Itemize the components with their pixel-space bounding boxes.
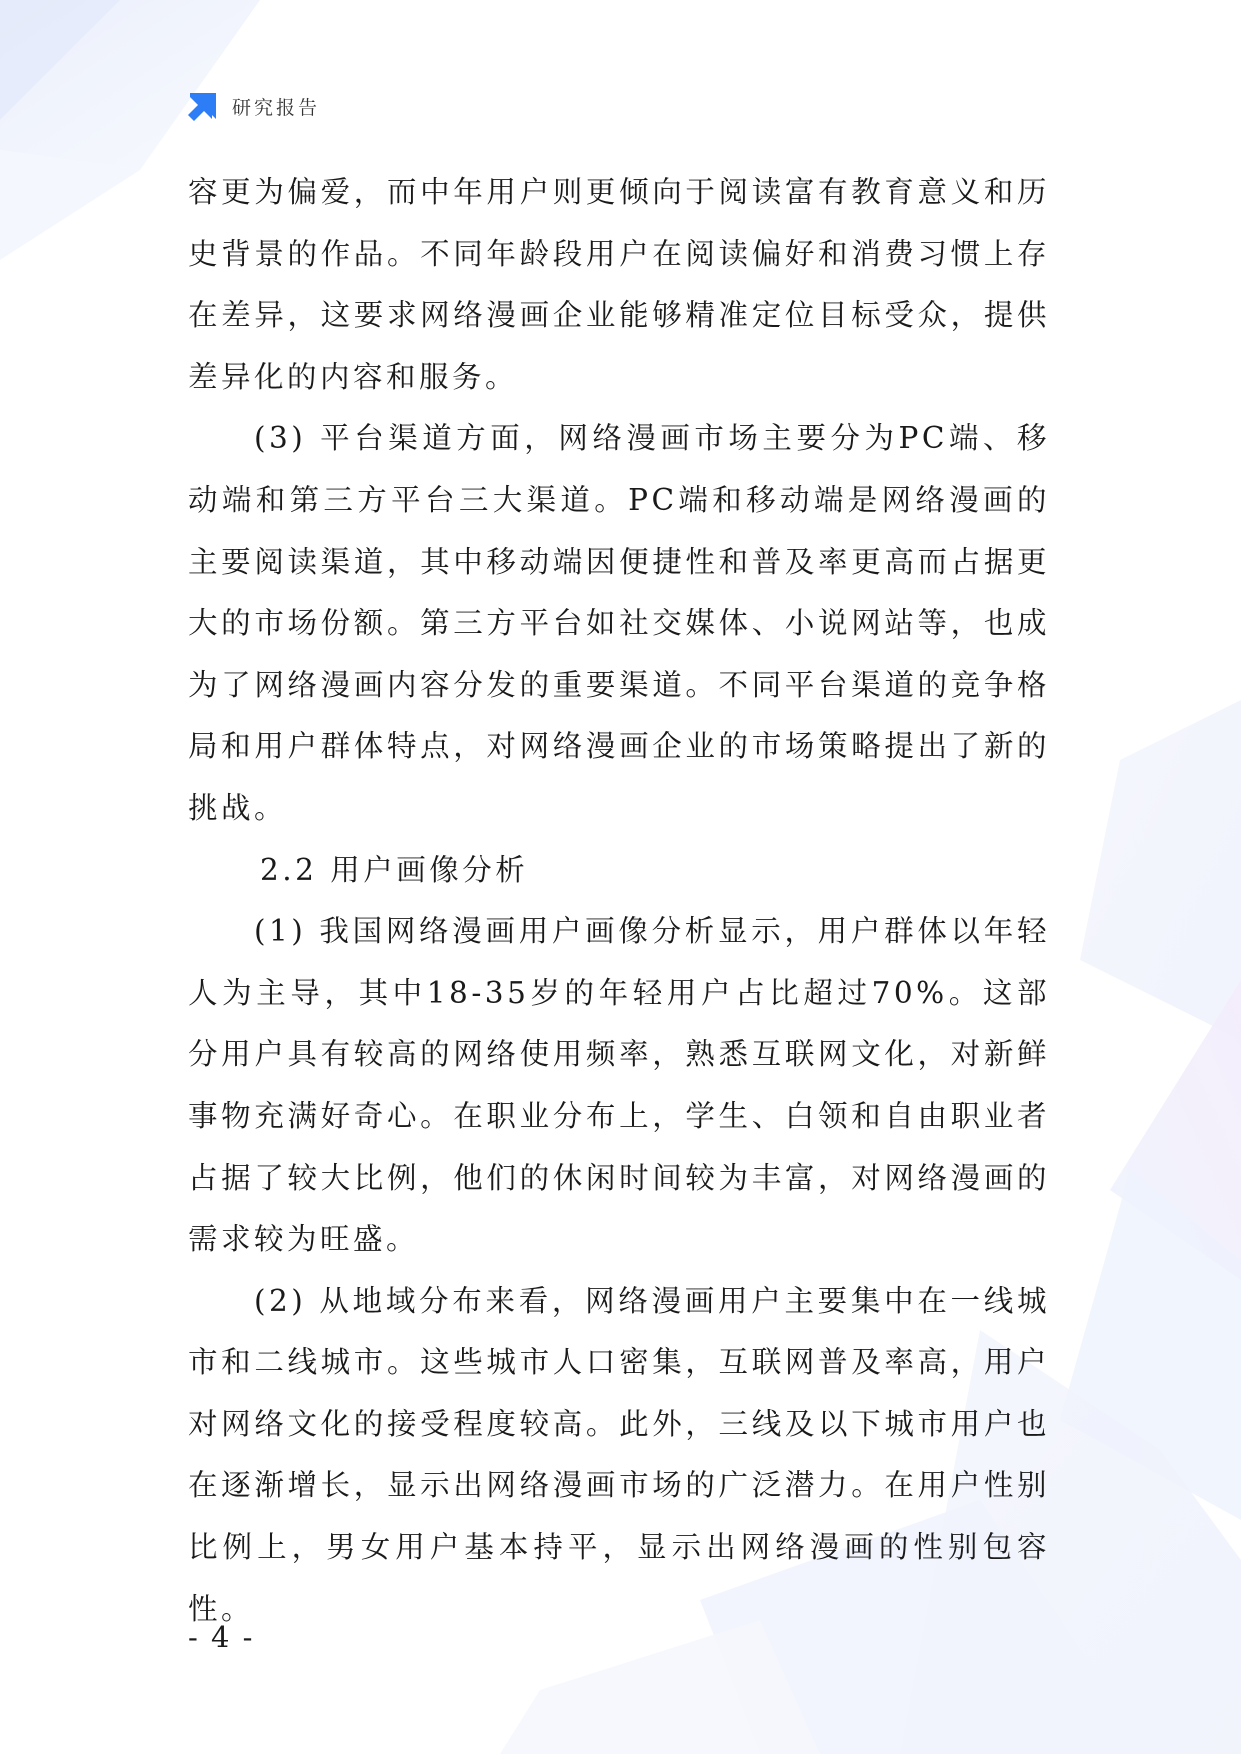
paragraph-platform-channels: (3) 平台渠道方面，网络漫画市场主要分为PC端、移动端和第三方平台三大渠道。PC端和移动端是网络漫画的主要阅读渠道，其中移动端因便捷性和普及率更高而占据更大的市场份额。第三方平台如社交媒体、小说网站等，也成为了网络漫画内容分发的重要渠道。不同平台渠道的竞争格局和用户群体特点，对网络漫画企业的市场策略提出了新的挑战。 (188, 421, 1050, 825)
paragraph-continued: 容更为偏爱，而中年用户则更倾向于阅读富有教育意义和历史背景的作品。不同年龄段用户在阅读偏好和消费习惯上存在差异，这要求网络漫画企业能够精准定位目标受众，提供差异化的内容和服务。 (188, 175, 1050, 394)
document-body (188, 162, 1050, 1640)
paragraph-user-profile: (1) 我国网络漫画用户画像分析显示，用户群体以年轻人为主导，其中18-35岁的年轻用户占比超过70%。这部分用户具有较高的网络使用频率，熟悉互联网文化，对新鲜事物充满好奇心。在职业分布上，学生、白领和自由职业者占据了较大比例，他们的休闲时间较为丰富，对网络漫画的需求较为旺盛。 (188, 914, 1050, 1257)
paragraph-regional-distribution: (2) 从地域分布来看，网络漫画用户主要集中在一线城市和二线城市。这些城市人口密集，互联网普及率高，用户对网络文化的接受程度较高。此外，三线及以下城市用户也在逐渐增长，显示出网络漫画市场的广泛潜力。在用户性别比例上，男女用户基本持平，显示出网络漫画的性别包容性。 (188, 1283, 1050, 1626)
report-header (186, 88, 320, 124)
page-number: - 4 - (188, 1620, 255, 1654)
header-title: 研究报告 (232, 96, 321, 119)
arrow-up-right-icon (186, 89, 220, 123)
section-heading: 2.2 用户画像分析 (260, 852, 529, 887)
